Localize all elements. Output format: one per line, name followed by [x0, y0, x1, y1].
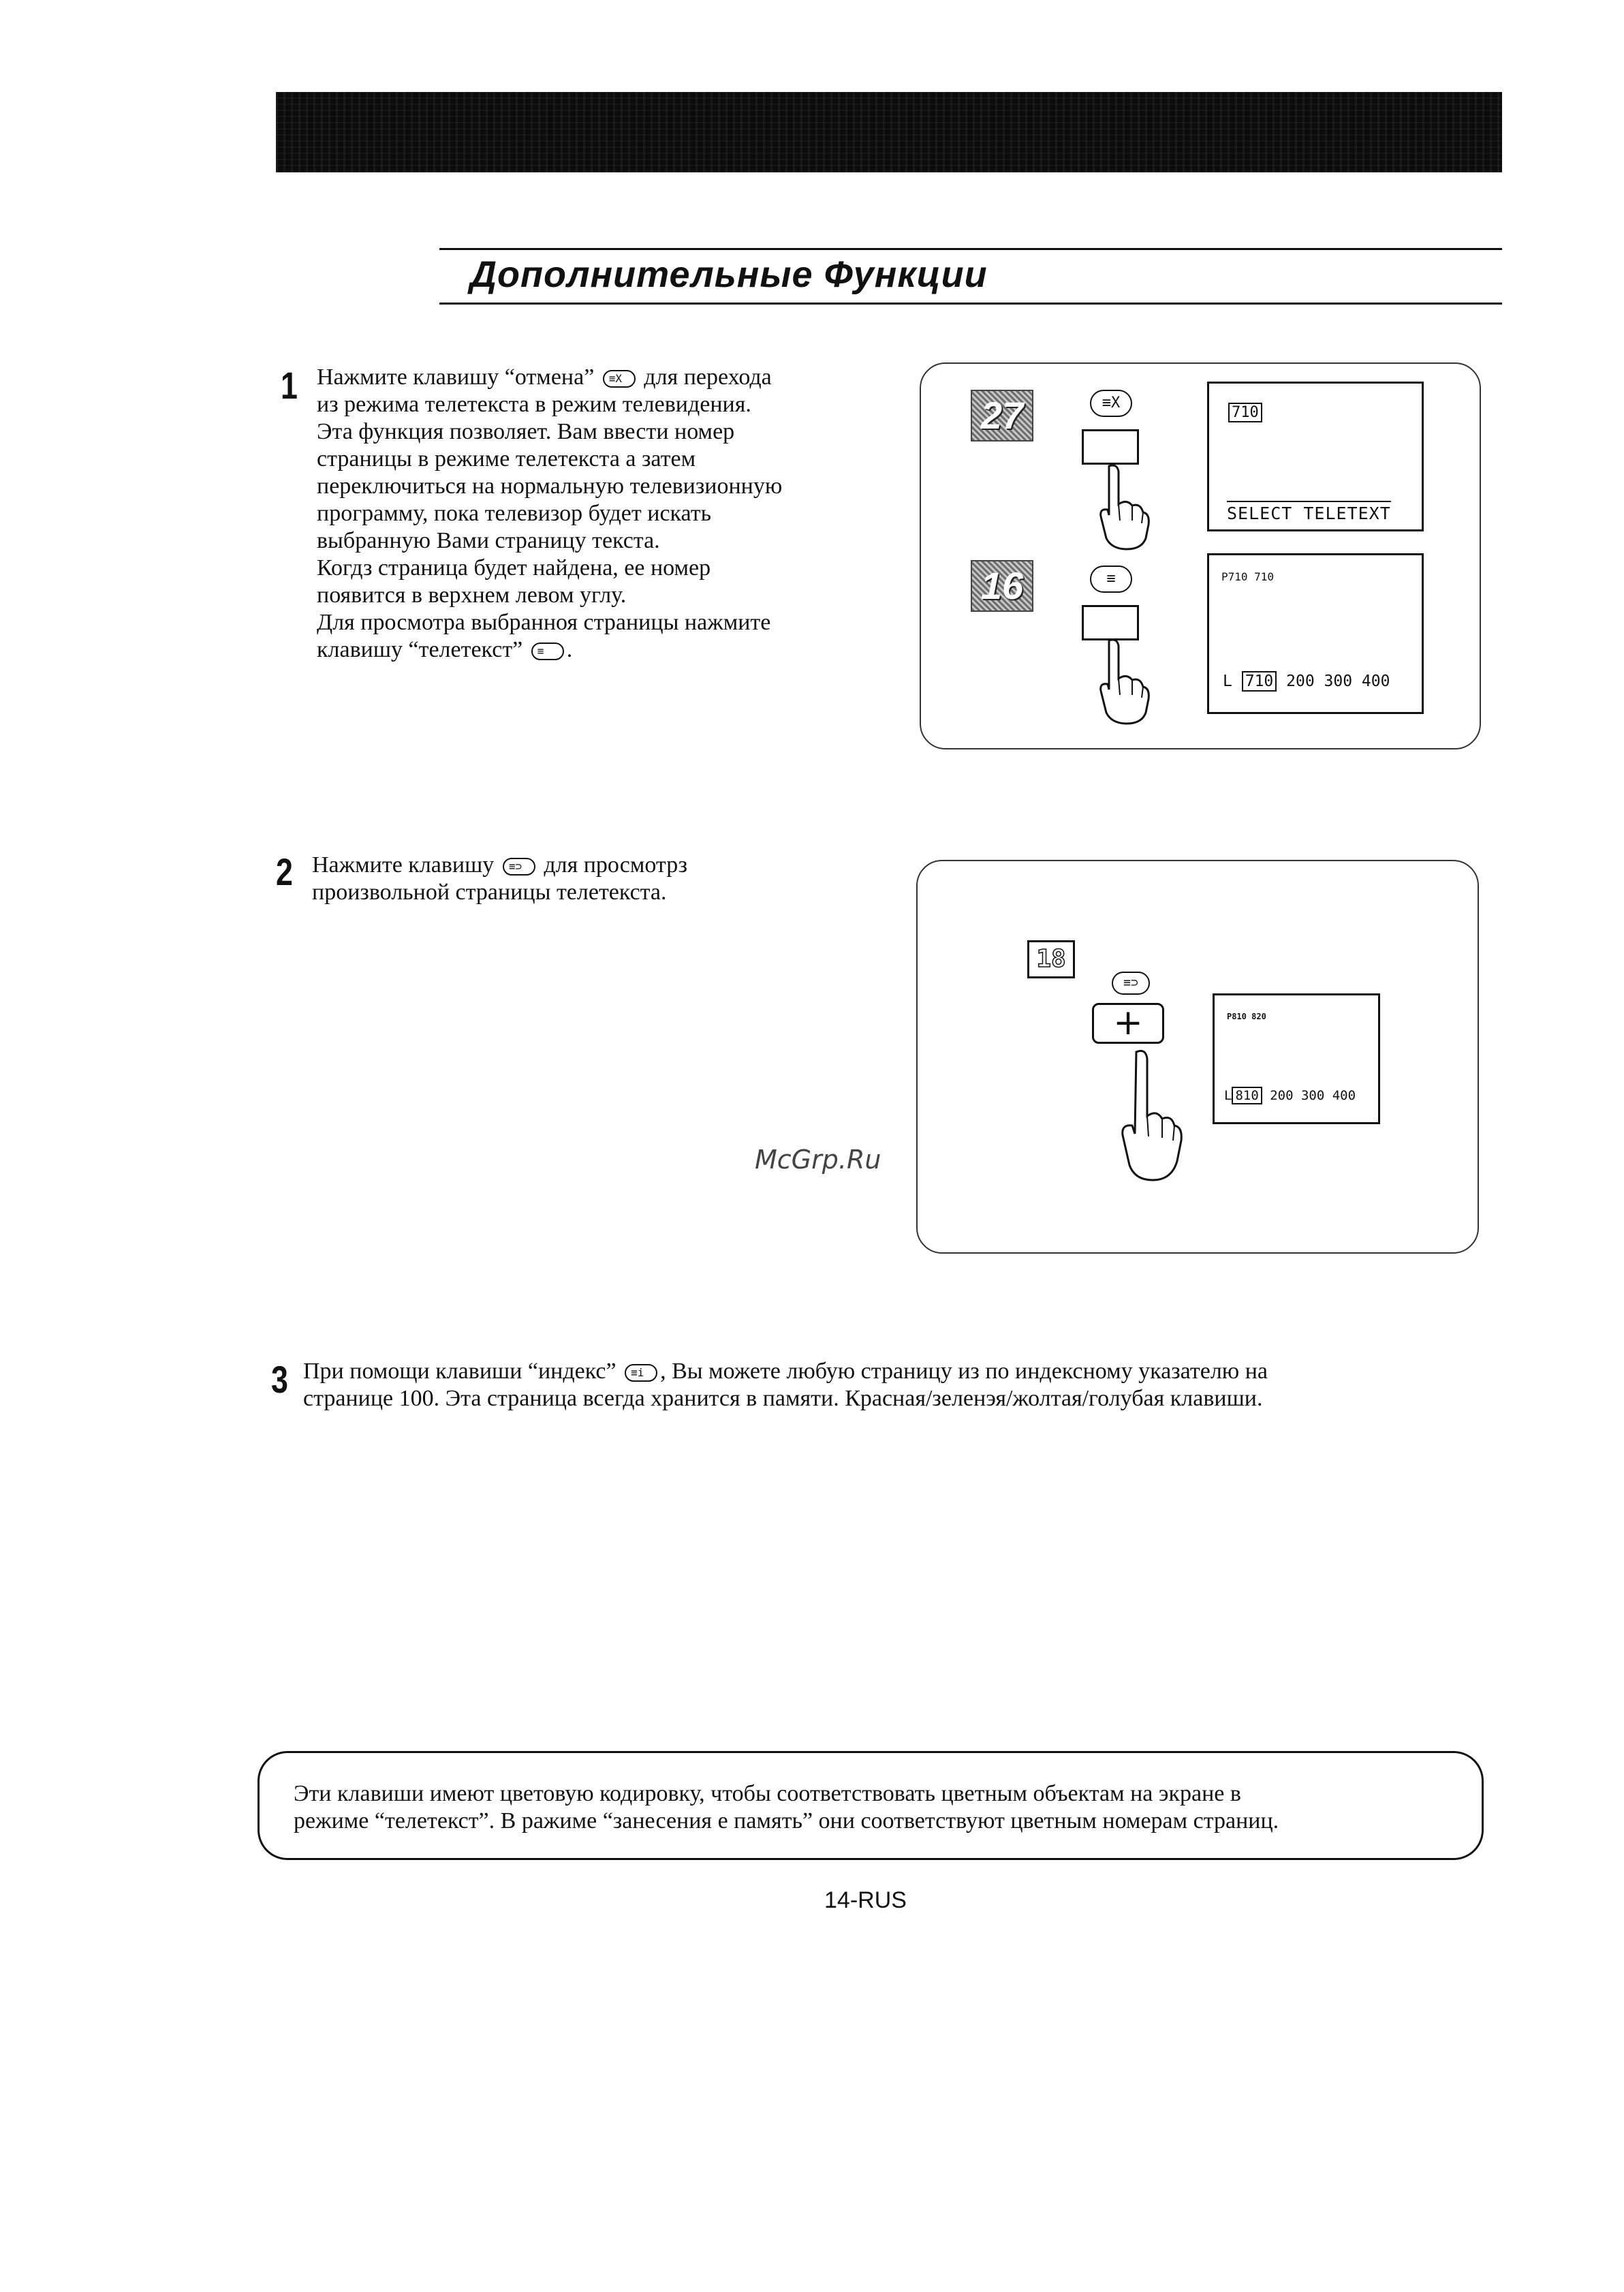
screen-footer: L 710 200 300 400: [1223, 672, 1390, 690]
screen-caption: SELECT TELETEXT: [1227, 501, 1391, 523]
reveal-key-label: ≡⊃: [1112, 972, 1150, 995]
channel-badge-16: 16: [971, 560, 1033, 612]
screen-page-number: 710: [1228, 403, 1262, 422]
channel-badge-27: 27: [971, 390, 1033, 442]
screen-header: P710 710: [1221, 570, 1275, 583]
reveal-key-icon: ≡⊃: [503, 858, 535, 876]
tv-screen-select-teletext: [1207, 382, 1424, 531]
step-3-text: При помощи клавиши “индекс” ≡i , Вы можете любую страницу из по индексному указателю на странице 100. Эта страница всегда хранится в памяти. Красная/зеленэя/жолтая/голубая клавиши.: [303, 1359, 1268, 1411]
header-bar: [276, 92, 1502, 172]
cancel-key-icon: ≡X: [603, 370, 636, 388]
step-1-number: 1: [281, 364, 298, 407]
screen-footer: L 810 200 300 400: [1224, 1088, 1356, 1103]
plus-key-button: +: [1092, 1003, 1164, 1044]
cancel-key-label: ≡X: [1090, 390, 1132, 417]
channel-badge-18: 18: [1027, 940, 1075, 978]
pointing-hand-icon: [1097, 638, 1151, 726]
step-2-text: Нажмите клавишу ≡⊃ для просмотрз произвольной страницы телетекста.: [312, 852, 688, 905]
watermark: McGrp.Ru: [755, 1145, 881, 1175]
teletext-key-label: ≡: [1090, 566, 1132, 593]
screen-header: P810 820: [1227, 1012, 1266, 1021]
note-box: [257, 1751, 1484, 1860]
note-text: Эти клавиши имеют цветовую кодировку, чтобы соответствовать цветным объектам на экране в режиме “телетекст”. В ражиме “занесения е память” они соответствуют цветным номерам страниц.: [294, 1781, 1279, 1833]
title-rule-top: [439, 248, 1502, 250]
tv-screen-teletext-page: [1207, 553, 1424, 714]
cancel-key-button: [1082, 429, 1139, 465]
page-number: 14-RUS: [824, 1887, 907, 1913]
step-3-number: 3: [271, 1358, 288, 1401]
pointing-hand-icon: [1117, 1048, 1185, 1184]
section-title: Дополнительные Функции: [470, 254, 988, 295]
step-1-text: Нажмите клавишу “отмена” ≡X для перехода из режима телетекста в режим телевидения. Эта функция позволяет. Вам ввести номер страницы в режиме телетекста а затем переключиться на нормальную телевизионную программу, пока телевизор будет искать выбранную Вами страницу текста. Когдз страница будет найдена, ее номер появится в верхнем левом углу. Для просмотра выбранноя страницы нажмите клавишу “телетекст” ≡ .: [317, 365, 783, 662]
diagram-2-frame: [916, 860, 1479, 1254]
step-2-number: 2: [276, 850, 293, 893]
pointing-hand-icon: [1097, 463, 1151, 552]
teletext-key-icon: ≡: [531, 642, 564, 660]
title-rule-bottom: [439, 303, 1502, 305]
teletext-key-button: [1082, 605, 1139, 640]
tv-screen-random-page: [1213, 993, 1380, 1124]
index-key-icon: ≡i: [625, 1364, 657, 1382]
